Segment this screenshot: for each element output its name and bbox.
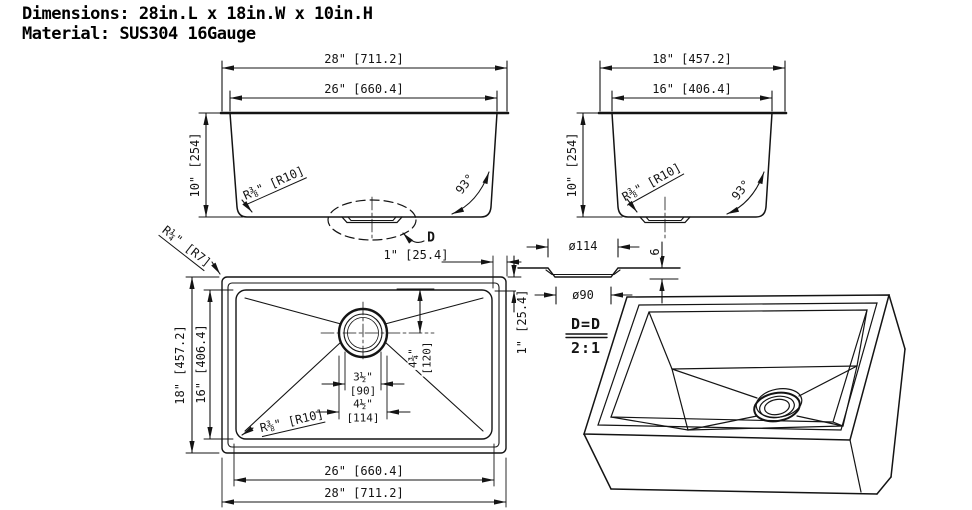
detail-d-callout-label: D (427, 230, 435, 246)
detail-dia-outer: ø114 (568, 239, 598, 253)
plan-dim-18: 18" [457.2] (173, 325, 187, 405)
header-material: Material: SUS304 16Gauge (22, 24, 256, 44)
front-dim-10: 10" [254] (188, 132, 202, 198)
detail-title: D=D (570, 315, 602, 333)
plan-dim-16: 16" [406.4] (194, 324, 208, 404)
plan-drain-offset-mm: [120] (420, 341, 434, 375)
plan-dim-26: 26" [660.4] (324, 464, 404, 478)
side-dim-16: 16" [406.4] (652, 82, 732, 96)
rim-radius-leader (212, 262, 220, 274)
front-angle-label: 93° (452, 171, 478, 197)
front-dim-28: 28" [711.2] (324, 52, 404, 66)
isometric-view (584, 295, 905, 494)
detail-scale: 2:1 (570, 339, 602, 357)
detail-depth: 6 (648, 248, 662, 256)
side-dim-10: 10" [254] (565, 132, 579, 198)
header-dimensions: Dimensions: 28in.L x 18in.W x 10in.H (22, 4, 373, 24)
plan-rim-radius-label: R¼" [R7] (159, 222, 214, 270)
front-dim-26: 26" [660.4] (324, 82, 404, 96)
detail-dia-inner: ø90 (572, 288, 594, 302)
side-angle-label: 93° (728, 177, 754, 203)
plan-drain-offset-in: 4¾" (406, 348, 420, 368)
plan-drain-outer-mm: [114] (346, 411, 380, 425)
plan-drain-inner-in: 3½" (353, 370, 373, 384)
side-radius-label: R⅜" [R10] (619, 160, 684, 205)
plan-drain-inner-mm: [90] (349, 384, 377, 398)
plan-flange-top: 1" [25.4] (383, 248, 449, 262)
plan-flange-right: 1" [25.4] (515, 289, 529, 355)
plan-bowl-radius-label: R⅜" [R10] (258, 406, 326, 436)
front-radius-label: R⅜" [R10] (241, 163, 307, 203)
plan-dim-28: 28" [711.2] (324, 486, 404, 500)
side-dim-18: 18" [457.2] (652, 52, 732, 66)
plan-drain-outer-in: 4½" (353, 397, 373, 411)
